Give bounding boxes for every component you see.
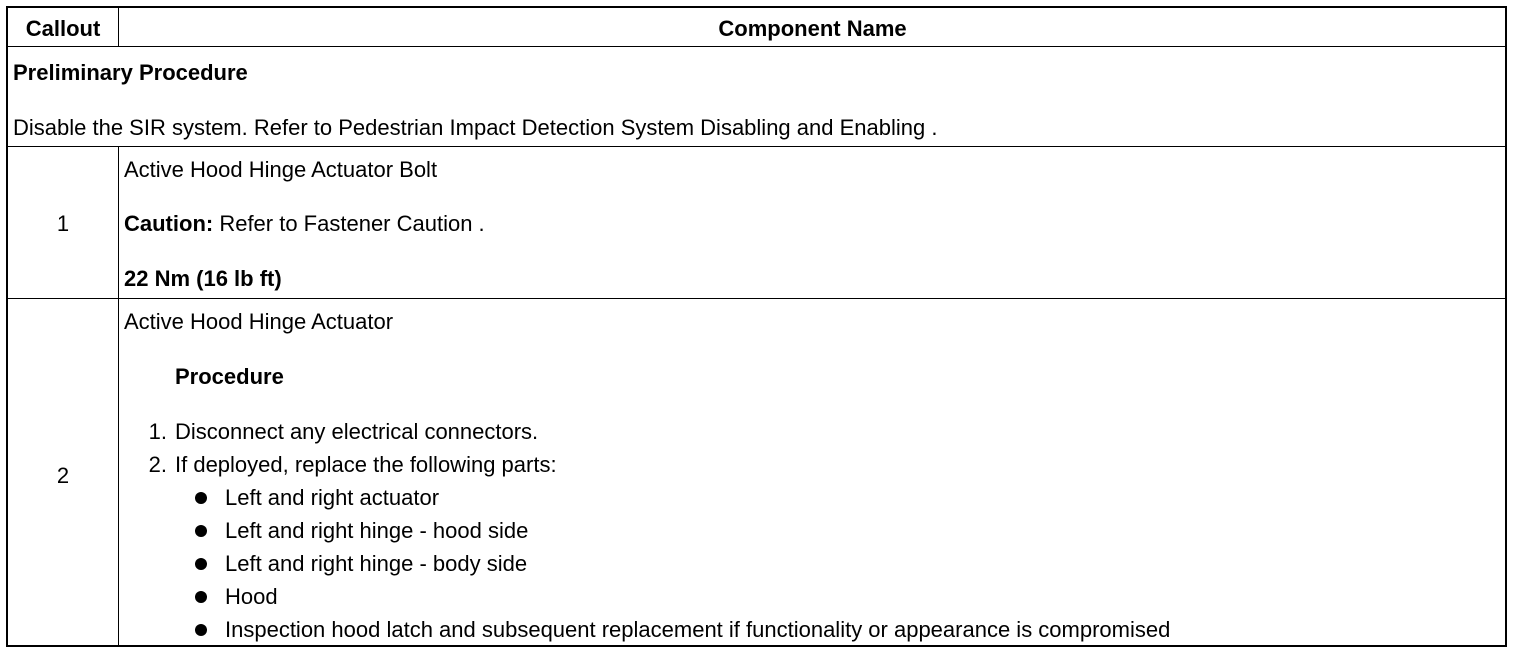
component-table xyxy=(6,6,1507,647)
part-item: Left and right actuator xyxy=(225,485,440,510)
caution-text: Refer to Fastener Caution . xyxy=(213,211,485,236)
row-1-bottom-border xyxy=(8,298,1505,299)
bullet-icon xyxy=(195,525,207,537)
row-2-component-name: Active Hood Hinge Actuator xyxy=(124,309,394,334)
header-component-name: Component Name xyxy=(718,16,907,41)
bullet-icon xyxy=(195,492,207,504)
preliminary-title: Preliminary Procedure xyxy=(13,60,248,85)
row-2-divider xyxy=(118,298,119,647)
row-2-callout: 2 xyxy=(56,463,70,488)
part-item: Inspection hood latch and subsequent replacement if functionality or appearance is compromised xyxy=(225,617,1171,642)
row-1-divider xyxy=(118,146,119,298)
row-1-component-name: Active Hood Hinge Actuator Bolt xyxy=(124,157,438,182)
header-bottom-border xyxy=(8,46,1505,47)
bullet-icon xyxy=(195,558,207,570)
part-item: Left and right hinge - body side xyxy=(225,551,528,576)
row-1-callout: 1 xyxy=(56,211,70,236)
preliminary-text: Disable the SIR system. Refer to Pedestrian Impact Detection System Disabling and Enabling . xyxy=(13,115,938,140)
step-1-text: Disconnect any electrical connectors. xyxy=(175,419,539,444)
bullet-icon xyxy=(195,624,207,636)
step-2-text: If deployed, replace the following parts: xyxy=(175,452,557,477)
preliminary-bottom-border xyxy=(8,146,1505,147)
part-item: Hood xyxy=(225,584,278,609)
bullet-icon xyxy=(195,591,207,603)
row-1-torque: 22 Nm (16 lb ft) xyxy=(124,266,282,291)
caution-label: Caution: xyxy=(124,211,214,236)
step-2-number: 2. xyxy=(148,452,167,477)
part-item: Left and right hinge - hood side xyxy=(225,518,529,543)
procedure-title: Procedure xyxy=(175,364,284,389)
header-divider xyxy=(118,8,119,46)
step-1-number: 1. xyxy=(148,419,167,444)
header-callout: Callout xyxy=(25,16,101,41)
row-1-caution xyxy=(124,211,485,237)
